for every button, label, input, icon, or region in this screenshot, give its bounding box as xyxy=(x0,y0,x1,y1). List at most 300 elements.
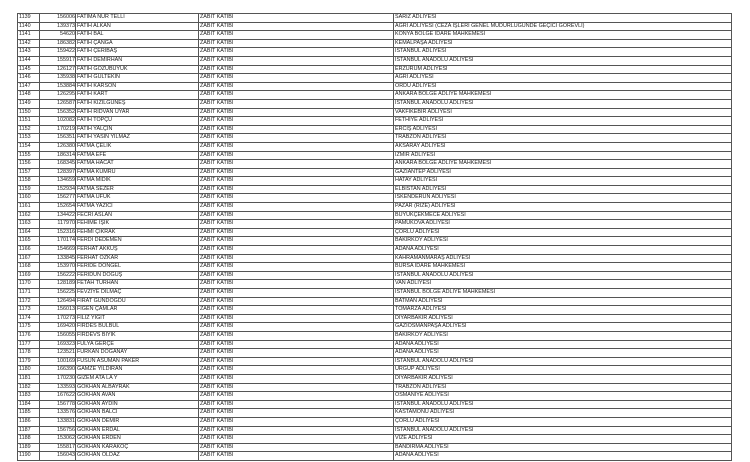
job-title-cell: ZABIT KATİBİ xyxy=(199,125,394,134)
full-name-cell: FETAH TURHAN xyxy=(76,280,199,289)
row-index-cell: 1177 xyxy=(18,340,40,349)
job-title-cell: ZABIT KATİBİ xyxy=(199,314,394,323)
registry-number-cell: 168345 xyxy=(40,160,76,169)
assignment-place-cell: ADANA ADLİYESİ xyxy=(394,246,732,255)
row-index-cell: 1144 xyxy=(18,56,40,65)
job-title-cell: ZABIT KATİBİ xyxy=(199,237,394,246)
row-index-cell: 1141 xyxy=(18,31,40,40)
registry-number-cell: 100169 xyxy=(40,357,76,366)
table-row xyxy=(18,168,732,177)
job-title-cell: ZABIT KATİBİ xyxy=(199,228,394,237)
full-name-cell: FİLİZ YİĞİT xyxy=(76,314,199,323)
row-index-cell: 1156 xyxy=(18,160,40,169)
registry-number-cell: 156351 xyxy=(40,134,76,143)
job-title-cell: ZABIT KATİBİ xyxy=(199,211,394,220)
registry-number-cell: 126494 xyxy=(40,297,76,306)
personnel-table-sheet xyxy=(17,13,732,461)
assignment-place-cell: DİYARBAKIR ADLİYESİ xyxy=(394,374,732,383)
full-name-cell: FATMA MİDİK xyxy=(76,177,199,186)
assignment-place-cell: KEMALPAŞA ADLİYESİ xyxy=(394,39,732,48)
registry-number-cell: 159422 xyxy=(40,48,76,57)
registry-number-cell: 126295 xyxy=(40,91,76,100)
table-row xyxy=(18,443,732,452)
full-name-cell: GÖKHAN ERDAL xyxy=(76,426,199,435)
table-row xyxy=(18,185,732,194)
assignment-place-cell: ÜRGÜP ADLİYESİ xyxy=(394,366,732,375)
table-row xyxy=(18,82,732,91)
registry-number-cell: 156756 xyxy=(40,426,76,435)
assignment-place-cell: TOMARZA ADLİYESİ xyxy=(394,306,732,315)
row-index-cell: 1164 xyxy=(18,228,40,237)
job-title-cell: ZABIT KATİBİ xyxy=(199,452,394,461)
assignment-place-cell: SARIZ ADLİYESİ xyxy=(394,14,732,23)
full-name-cell: FATİH KART xyxy=(76,91,199,100)
full-name-cell: FIRAT GÜNDOĞDU xyxy=(76,297,199,306)
row-index-cell: 1179 xyxy=(18,357,40,366)
table-row xyxy=(18,426,732,435)
table-row xyxy=(18,194,732,203)
table-row xyxy=(18,246,732,255)
assignment-place-cell: İSTANBUL ANADOLU ADLİYESİ xyxy=(394,56,732,65)
table-row xyxy=(18,151,732,160)
job-title-cell: ZABIT KATİBİ xyxy=(199,74,394,83)
row-index-cell: 1170 xyxy=(18,280,40,289)
job-title-cell: ZABIT KATİBİ xyxy=(199,194,394,203)
full-name-cell: FATİH ALKAN xyxy=(76,22,199,31)
full-name-cell: FATİH RIDVAN UYAR xyxy=(76,108,199,117)
table-row xyxy=(18,65,732,74)
table-row xyxy=(18,349,732,358)
assignment-place-cell: TRABZON ADLİYESİ xyxy=(394,134,732,143)
job-title-cell: ZABIT KATİBİ xyxy=(199,22,394,31)
table-row xyxy=(18,297,732,306)
job-title-cell: ZABIT KATİBİ xyxy=(199,392,394,401)
table-row xyxy=(18,74,732,83)
registry-number-cell: 156055 xyxy=(40,331,76,340)
row-index-cell: 1151 xyxy=(18,117,40,126)
row-index-cell: 1160 xyxy=(18,194,40,203)
job-title-cell: ZABIT KATİBİ xyxy=(199,14,394,23)
job-title-cell: ZABIT KATİBİ xyxy=(199,65,394,74)
job-title-cell: ZABIT KATİBİ xyxy=(199,357,394,366)
job-title-cell: ZABIT KATİBİ xyxy=(199,400,394,409)
job-title-cell: ZABIT KATİBİ xyxy=(199,254,394,263)
job-title-cell: ZABIT KATİBİ xyxy=(199,426,394,435)
job-title-cell: ZABIT KATİBİ xyxy=(199,220,394,229)
full-name-cell: FEHMİ ÇIKRAK xyxy=(76,228,199,237)
assignment-place-cell: İSTANBUL ANADOLU ADLİYESİ xyxy=(394,271,732,280)
table-row xyxy=(18,125,732,134)
registry-number-cell: 128189 xyxy=(40,280,76,289)
full-name-cell: GÖKHAN KARAKOÇ xyxy=(76,443,199,452)
full-name-cell: FERHAT AKKUŞ xyxy=(76,246,199,255)
full-name-cell: FATİH DEMİRHAN xyxy=(76,56,199,65)
registry-number-cell: 156006 xyxy=(40,14,76,23)
assignment-place-cell: İSTANBUL BÖLGE ADLİYE MAHKEMESİ xyxy=(394,289,732,298)
full-name-cell: FATMA KUMRU xyxy=(76,168,199,177)
registry-number-cell: 102082 xyxy=(40,117,76,126)
table-row xyxy=(18,31,732,40)
row-index-cell: 1139 xyxy=(18,14,40,23)
table-row xyxy=(18,22,732,31)
row-index-cell: 1180 xyxy=(18,366,40,375)
row-index-cell: 1188 xyxy=(18,435,40,444)
row-index-cell: 1187 xyxy=(18,426,40,435)
assignment-place-cell: AĞRI ADLİYESİ (CEZA İŞLERİ GENEL MÜDÜRLÜĞÜNDE GEÇİCİ GÖREVLİ) xyxy=(394,22,732,31)
assignment-place-cell: ADANA ADLİYESİ xyxy=(394,349,732,358)
registry-number-cell: 170174 xyxy=(40,237,76,246)
row-index-cell: 1159 xyxy=(18,185,40,194)
job-title-cell: ZABIT KATİBİ xyxy=(199,39,394,48)
table-row xyxy=(18,254,732,263)
registry-number-cell: 153884 xyxy=(40,82,76,91)
job-title-cell: ZABIT KATİBİ xyxy=(199,289,394,298)
assignment-place-cell: ANKARA BÖLGE ADLİYE MAHKEMESİ xyxy=(394,160,732,169)
job-title-cell: ZABIT KATİBİ xyxy=(199,56,394,65)
registry-number-cell: 54620 xyxy=(40,31,76,40)
full-name-cell: FATİH KIZILGÜNEŞ xyxy=(76,99,199,108)
registry-number-cell: 133576 xyxy=(40,409,76,418)
registry-number-cell: 167622 xyxy=(40,392,76,401)
full-name-cell: FATİH BAL xyxy=(76,31,199,40)
registry-number-cell: 126587 xyxy=(40,99,76,108)
table-row xyxy=(18,160,732,169)
job-title-cell: ZABIT KATİBİ xyxy=(199,374,394,383)
full-name-cell: FULYA GERÇE xyxy=(76,340,199,349)
assignment-place-cell: İSTANBUL ANADOLU ADLİYESİ xyxy=(394,99,732,108)
table-row xyxy=(18,409,732,418)
job-title-cell: ZABIT KATİBİ xyxy=(199,417,394,426)
registry-number-cell: 154669 xyxy=(40,246,76,255)
row-index-cell: 1158 xyxy=(18,177,40,186)
row-index-cell: 1165 xyxy=(18,237,40,246)
assignment-place-cell: ÇORLU ADLİYESİ xyxy=(394,417,732,426)
row-index-cell: 1140 xyxy=(18,22,40,31)
row-index-cell: 1155 xyxy=(18,151,40,160)
table-row xyxy=(18,211,732,220)
registry-number-cell: 156043 xyxy=(40,452,76,461)
full-name-cell: FECRİ ASLAN xyxy=(76,211,199,220)
assignment-place-cell: VAKFIKEBİR ADLİYESİ xyxy=(394,108,732,117)
job-title-cell: ZABIT KATİBİ xyxy=(199,246,394,255)
registry-number-cell: 126380 xyxy=(40,142,76,151)
registry-number-cell: 133593 xyxy=(40,383,76,392)
row-index-cell: 1178 xyxy=(18,349,40,358)
job-title-cell: ZABIT KATİBİ xyxy=(199,323,394,332)
table-row xyxy=(18,177,732,186)
assignment-place-cell: DİYARBAKIR ADLİYESİ xyxy=(394,314,732,323)
row-index-cell: 1183 xyxy=(18,392,40,401)
row-index-cell: 1161 xyxy=(18,203,40,212)
row-index-cell: 1163 xyxy=(18,220,40,229)
registry-number-cell: 128397 xyxy=(40,168,76,177)
row-index-cell: 1173 xyxy=(18,306,40,315)
table-row xyxy=(18,392,732,401)
full-name-cell: FATİH YALÇIN xyxy=(76,125,199,134)
job-title-cell: ZABIT KATİBİ xyxy=(199,263,394,272)
row-index-cell: 1147 xyxy=(18,82,40,91)
job-title-cell: ZABIT KATİBİ xyxy=(199,168,394,177)
full-name-cell: FERİDUN DOĞUŞ xyxy=(76,271,199,280)
row-index-cell: 1167 xyxy=(18,254,40,263)
full-name-cell: FİRDES BÜLBÜL xyxy=(76,323,199,332)
table-row xyxy=(18,228,732,237)
assignment-place-cell: GAZİANTEP ADLİYESİ xyxy=(394,168,732,177)
assignment-place-cell: AKSARAY ADLİYESİ xyxy=(394,142,732,151)
table-row xyxy=(18,435,732,444)
registry-number-cell: 153970 xyxy=(40,263,76,272)
full-name-cell: GAMZE YILDIRAN xyxy=(76,366,199,375)
row-index-cell: 1145 xyxy=(18,65,40,74)
row-index-cell: 1162 xyxy=(18,211,40,220)
table-row xyxy=(18,374,732,383)
row-index-cell: 1171 xyxy=(18,289,40,298)
table-row xyxy=(18,108,732,117)
full-name-cell: GÖKHAN AVAN xyxy=(76,392,199,401)
assignment-place-cell: İSTANBUL ANADOLU ADLİYESİ xyxy=(394,426,732,435)
row-index-cell: 1190 xyxy=(18,452,40,461)
row-index-cell: 1149 xyxy=(18,99,40,108)
assignment-place-cell: KONYA BÖLGE İDARE MAHKEMESİ xyxy=(394,31,732,40)
job-title-cell: ZABIT KATİBİ xyxy=(199,340,394,349)
row-index-cell: 1186 xyxy=(18,417,40,426)
registry-number-cell: 169323 xyxy=(40,340,76,349)
full-name-cell: FATMA UFUK xyxy=(76,194,199,203)
table-row xyxy=(18,220,732,229)
assignment-place-cell: BAKIRKÖY ADLİYESİ xyxy=(394,331,732,340)
assignment-place-cell: KASTAMONU ADLİYESİ xyxy=(394,409,732,418)
table-row xyxy=(18,383,732,392)
row-index-cell: 1176 xyxy=(18,331,40,340)
assignment-place-cell: BATMAN ADLİYESİ xyxy=(394,297,732,306)
job-title-cell: ZABIT KATİBİ xyxy=(199,443,394,452)
table-row xyxy=(18,306,732,315)
table-row xyxy=(18,366,732,375)
assignment-place-cell: KAHRAMANMARAŞ ADLİYESİ xyxy=(394,254,732,263)
assignment-place-cell: İSKENDERUN ADLİYESİ xyxy=(394,194,732,203)
job-title-cell: ZABIT KATİBİ xyxy=(199,383,394,392)
registry-number-cell: 156352 xyxy=(40,108,76,117)
assignment-place-cell: PAZAR (RİZE) ADLİYESİ xyxy=(394,203,732,212)
full-name-cell: FURKAN DOĞANAY xyxy=(76,349,199,358)
full-name-cell: GÖKHAN BALCI xyxy=(76,409,199,418)
assignment-place-cell: İZMİR ADLİYESİ xyxy=(394,151,732,160)
full-name-cell: FERDİ DEDEMEN xyxy=(76,237,199,246)
table-body xyxy=(18,14,732,461)
registry-number-cell: 123521 xyxy=(40,349,76,358)
assignment-place-cell: GAZİOSMANPAŞA ADLİYESİ xyxy=(394,323,732,332)
assignment-place-cell: ADANA ADLİYESİ xyxy=(394,452,732,461)
row-index-cell: 1142 xyxy=(18,39,40,48)
table-row xyxy=(18,417,732,426)
registry-number-cell: 155817 xyxy=(40,443,76,452)
job-title-cell: ZABIT KATİBİ xyxy=(199,435,394,444)
full-name-cell: FATİH TOPÇU xyxy=(76,117,199,126)
job-title-cell: ZABIT KATİBİ xyxy=(199,108,394,117)
registry-number-cell: 152654 xyxy=(40,203,76,212)
assignment-place-cell: ELBİSTAN ADLİYESİ xyxy=(394,185,732,194)
assignment-place-cell: PAMUKOVA ADLİYESİ xyxy=(394,220,732,229)
full-name-cell: FATİH GÜLTEKİN xyxy=(76,74,199,83)
registry-number-cell: 166390 xyxy=(40,366,76,375)
assignment-place-cell: ADANA ADLİYESİ xyxy=(394,340,732,349)
assignment-place-cell: BURSA İDARE MAHKEMESİ xyxy=(394,263,732,272)
registry-number-cell: 134659 xyxy=(40,177,76,186)
table-row xyxy=(18,323,732,332)
row-index-cell: 1189 xyxy=(18,443,40,452)
row-index-cell: 1143 xyxy=(18,48,40,57)
job-title-cell: ZABIT KATİBİ xyxy=(199,331,394,340)
assignment-place-cell: TRABZON ADLİYESİ xyxy=(394,383,732,392)
table-row xyxy=(18,14,732,23)
table-row xyxy=(18,142,732,151)
job-title-cell: ZABIT KATİBİ xyxy=(199,142,394,151)
row-index-cell: 1157 xyxy=(18,168,40,177)
registry-number-cell: 156277 xyxy=(40,194,76,203)
registry-number-cell: 152316 xyxy=(40,228,76,237)
assignment-place-cell: İSTANBUL ANADOLU ADLİYESİ xyxy=(394,400,732,409)
job-title-cell: ZABIT KATİBİ xyxy=(199,134,394,143)
job-title-cell: ZABIT KATİBİ xyxy=(199,160,394,169)
table-row xyxy=(18,280,732,289)
row-index-cell: 1168 xyxy=(18,263,40,272)
registry-number-cell: 133831 xyxy=(40,417,76,426)
row-index-cell: 1169 xyxy=(18,271,40,280)
registry-number-cell: 135938 xyxy=(40,74,76,83)
assignment-place-cell: OSMANİYE ADLİYESİ xyxy=(394,392,732,401)
full-name-cell: FATİH YASİN YILMAZ xyxy=(76,134,199,143)
table-row xyxy=(18,289,732,298)
personnel-table xyxy=(17,13,732,461)
job-title-cell: ZABIT KATİBİ xyxy=(199,151,394,160)
row-index-cell: 1153 xyxy=(18,134,40,143)
row-index-cell: 1146 xyxy=(18,74,40,83)
job-title-cell: ZABIT KATİBİ xyxy=(199,177,394,186)
full-name-cell: GÖKHAN DEMİR xyxy=(76,417,199,426)
job-title-cell: ZABIT KATİBİ xyxy=(199,366,394,375)
full-name-cell: FERHAT ÖZKAR xyxy=(76,254,199,263)
job-title-cell: ZABIT KATİBİ xyxy=(199,99,394,108)
job-title-cell: ZABIT KATİBİ xyxy=(199,203,394,212)
full-name-cell: FERİDE DÖNGEL xyxy=(76,263,199,272)
registry-number-cell: 153062 xyxy=(40,435,76,444)
job-title-cell: ZABIT KATİBİ xyxy=(199,409,394,418)
table-row xyxy=(18,91,732,100)
full-name-cell: FEHİME IŞIK xyxy=(76,220,199,229)
table-row xyxy=(18,48,732,57)
full-name-cell: GÖKHAN ERDEN xyxy=(76,435,199,444)
table-row xyxy=(18,99,732,108)
assignment-place-cell: VİZE ADLİYESİ xyxy=(394,435,732,444)
registry-number-cell: 155917 xyxy=(40,56,76,65)
full-name-cell: FATMA EFE xyxy=(76,151,199,160)
table-row xyxy=(18,263,732,272)
assignment-place-cell: İSTANBUL ANADOLU ADLİYESİ xyxy=(394,357,732,366)
full-name-cell: FATİH GÖZÜBÜYÜK xyxy=(76,65,199,74)
job-title-cell: ZABIT KATİBİ xyxy=(199,280,394,289)
table-row xyxy=(18,237,732,246)
registry-number-cell: 139373 xyxy=(40,22,76,31)
registry-number-cell: 156222 xyxy=(40,271,76,280)
table-row xyxy=(18,117,732,126)
full-name-cell: FEVZİYE DİLMAÇ xyxy=(76,289,199,298)
assignment-place-cell: BAKIRKÖY ADLİYESİ xyxy=(394,237,732,246)
job-title-cell: ZABIT KATİBİ xyxy=(199,349,394,358)
full-name-cell: FATMA YAZICI xyxy=(76,203,199,212)
registry-number-cell: 117970 xyxy=(40,220,76,229)
assignment-place-cell: ORDU ADLİYESİ xyxy=(394,82,732,91)
full-name-cell: GÖKHAN AYDIN xyxy=(76,400,199,409)
full-name-cell: FATİH ÇERİBAŞ xyxy=(76,48,199,57)
assignment-place-cell: HATAY ADLİYESİ xyxy=(394,177,732,186)
table-row xyxy=(18,340,732,349)
row-index-cell: 1181 xyxy=(18,374,40,383)
full-name-cell: FATIMA NUR TELLİ xyxy=(76,14,199,23)
full-name-cell: FATMA SEZER xyxy=(76,185,199,194)
registry-number-cell: 133845 xyxy=(40,254,76,263)
table-row xyxy=(18,56,732,65)
assignment-place-cell: ERCİŞ ADLİYESİ xyxy=(394,125,732,134)
registry-number-cell: 170219 xyxy=(40,125,76,134)
table-row xyxy=(18,331,732,340)
registry-number-cell: 186314 xyxy=(40,151,76,160)
row-index-cell: 1172 xyxy=(18,297,40,306)
job-title-cell: ZABIT KATİBİ xyxy=(199,31,394,40)
assignment-place-cell: BANDIRMA ADLİYESİ xyxy=(394,443,732,452)
assignment-place-cell: ANKARA BÖLGE ADLİYE MAHKEMESİ xyxy=(394,91,732,100)
full-name-cell: FATMA ÇELİK xyxy=(76,142,199,151)
registry-number-cell: 156225 xyxy=(40,289,76,298)
table-row xyxy=(18,39,732,48)
registry-number-cell: 126127 xyxy=(40,65,76,74)
full-name-cell: FİRDEVS BIYIK xyxy=(76,331,199,340)
full-name-cell: GÖKHAN OLDAZ xyxy=(76,452,199,461)
full-name-cell: GIZEM ATA LA Y xyxy=(76,374,199,383)
assignment-place-cell: BÜYÜKÇEKMECE ADLİYESİ xyxy=(394,211,732,220)
table-row xyxy=(18,357,732,366)
registry-number-cell: 170230 xyxy=(40,374,76,383)
assignment-place-cell: ÇORLU ADLİYESİ xyxy=(394,228,732,237)
job-title-cell: ZABIT KATİBİ xyxy=(199,117,394,126)
full-name-cell: FATMA HACAT xyxy=(76,160,199,169)
table-row xyxy=(18,452,732,461)
assignment-place-cell: ERZURUM ADLİYESİ xyxy=(394,65,732,74)
row-index-cell: 1184 xyxy=(18,400,40,409)
job-title-cell: ZABIT KATİBİ xyxy=(199,306,394,315)
row-index-cell: 1182 xyxy=(18,383,40,392)
table-row xyxy=(18,314,732,323)
table-row xyxy=(18,271,732,280)
table-row xyxy=(18,400,732,409)
table-row xyxy=(18,203,732,212)
row-index-cell: 1174 xyxy=(18,314,40,323)
assignment-place-cell: VAN ADLİYESİ xyxy=(394,280,732,289)
row-index-cell: 1185 xyxy=(18,409,40,418)
registry-number-cell: 134422 xyxy=(40,211,76,220)
assignment-place-cell: FETHİYE ADLİYESİ xyxy=(394,117,732,126)
job-title-cell: ZABIT KATİBİ xyxy=(199,185,394,194)
job-title-cell: ZABIT KATİBİ xyxy=(199,48,394,57)
full-name-cell: GÖKHAN ALBAYRAK xyxy=(76,383,199,392)
registry-number-cell: 156013 xyxy=(40,306,76,315)
full-name-cell: FÜSUN ASUMAN PAKER xyxy=(76,357,199,366)
row-index-cell: 1166 xyxy=(18,246,40,255)
job-title-cell: ZABIT KATİBİ xyxy=(199,82,394,91)
row-index-cell: 1175 xyxy=(18,323,40,332)
registry-number-cell: 186382 xyxy=(40,39,76,48)
assignment-place-cell: İSTANBUL ADLİYESİ xyxy=(394,48,732,57)
full-name-cell: FATİH ÇANGA xyxy=(76,39,199,48)
